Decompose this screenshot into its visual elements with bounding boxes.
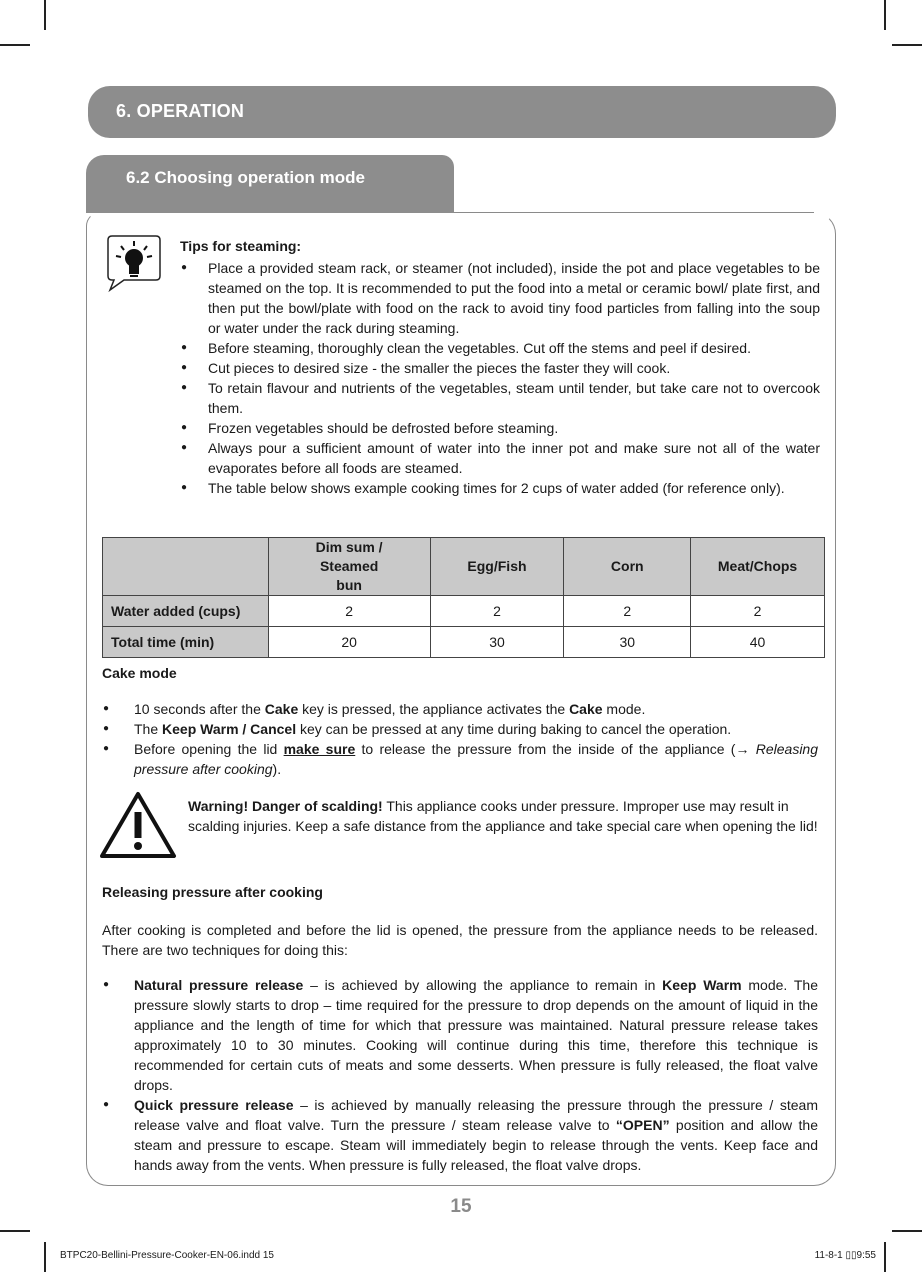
table-cell: 30 [564, 627, 691, 658]
table-header-cell: Egg/Fish [430, 538, 564, 596]
table-header-row [103, 538, 825, 596]
table-header-cell [103, 538, 269, 596]
emphasis-text: make sure [283, 741, 356, 757]
list-item: ● Before steaming, thoroughly clean the vegetables. Cut off the stems and peel if desired. [180, 338, 820, 358]
crop-mark [44, 0, 46, 30]
table-row-header: Water added (cups) [103, 596, 269, 627]
list-item: ● Always pour a sufficient amount of water into the inner pot and make sure not all of the water evaporates before all foods are steamed. [180, 438, 820, 478]
cross-reference: Releasing pressure after cooking [134, 741, 818, 777]
warning-icon [98, 790, 178, 860]
list-item: ● Quick pressure release – is achieved by manually releasing the pressure through the pressure / steam release valve and float valve. Turn the pressure / steam release valve to “OPEN” position and allow the steam and pressure to escape. Steam will immediately begin to release through the vents. Keep face and hands away from the vents. When pressure is fully released, the float valve drops. [102, 1095, 818, 1175]
warning-text: Warning! Danger of scalding! This appliance cooks under pressure. Improper use may result in scalding injuries. Keep a safe distance from the appliance and take special care when opening the lid! [188, 798, 818, 834]
table-row [103, 596, 825, 627]
table-header-cell: Dim sum / Steamed bun [268, 538, 430, 596]
table-cell: 30 [430, 627, 564, 658]
table-header-cell: Corn [564, 538, 691, 596]
frame-top-border [454, 212, 814, 213]
release-methods-list [102, 975, 818, 1175]
table-cell: 2 [691, 596, 825, 627]
list-item: ● The table below shows example cooking times for 2 cups of water added (for reference only). [180, 478, 820, 498]
footer-timestamp: 11-8-1 ▯▯9:55 [814, 1250, 876, 1261]
list-item: ● Before opening the lid make sure to release the pressure from the inside of the appliance (→ Releasing pressure after cooking). [102, 739, 818, 779]
section-title: 6. OPERATION [116, 101, 245, 121]
releasing-pressure-heading: Releasing pressure after cooking [102, 884, 323, 900]
crop-mark [0, 44, 30, 46]
table-cell: 20 [268, 627, 430, 658]
list-item: ● Frozen vegetables should be defrosted before steaming. [180, 418, 820, 438]
list-item: ● Place a provided steam rack, or steamer (not included), inside the pot and place vegetables to be steamed on the top. It is recommended to put the food into a metal or ceramic bowl/ plate first, and then put the bowl/plate with food on the rack to avoid tiny food particles from falling into the soup or water under the rack during steaming. [180, 258, 820, 338]
lightbulb-icon [104, 232, 164, 294]
crop-mark [892, 44, 922, 46]
page-number: 15 [450, 1196, 472, 1217]
subsection-title: 6.2 Choosing operation mode [126, 168, 365, 187]
cake-mode-heading: Cake mode [102, 665, 177, 681]
warning-label: Warning! Danger of scalding! [188, 798, 383, 814]
crop-mark [0, 1230, 30, 1232]
releasing-intro: After cooking is completed and before the lid is opened, the pressure from the appliance needs to be released. There are two techniques for doing this: [102, 922, 818, 958]
table-row [103, 627, 825, 658]
cooking-times-table [102, 537, 825, 658]
table-cell: 2 [268, 596, 430, 627]
cake-mode-list [102, 699, 818, 779]
table-cell: 2 [564, 596, 691, 627]
footer-file-info: BTPC20-Bellini-Pressure-Cooker-EN-06.indd 15 [60, 1250, 274, 1261]
list-item: ● 10 seconds after the Cake key is pressed, the appliance activates the Cake mode. [102, 699, 818, 719]
crop-mark [884, 0, 886, 30]
list-item: ● Cut pieces to desired size - the smaller the pieces the faster they will cook. [180, 358, 820, 378]
list-item: ● To retain flavour and nutrients of the vegetables, steam until tender, but take care not to overcook them. [180, 378, 820, 418]
list-item: ● The Keep Warm / Cancel key can be pressed at any time during baking to cancel the operation. [102, 719, 818, 739]
arrow-icon: → [735, 741, 750, 757]
table-cell: 40 [691, 627, 825, 658]
crop-mark [892, 1230, 922, 1232]
tips-title: Tips for steaming: [180, 238, 302, 254]
crop-mark [44, 1242, 46, 1272]
list-item: ● Natural pressure release – is achieved by allowing the appliance to remain in Keep Warm mode. The pressure slowly starts to drop – time required for the pressure to drop depends on the amount of liquid in the appliance and the length of time for which that pressure was maintained. Natural pressure release takes approximately 10 to 30 minutes. Cooking will continue during this time, therefore this technique is recommended for certain cuts of meats and some desserts. When pressure is fully released, the float valve drops. [102, 975, 818, 1095]
tips-list [180, 258, 820, 498]
table-cell: 2 [430, 596, 564, 627]
table-row-header: Total time (min) [103, 627, 269, 658]
table-header-cell: Meat/Chops [691, 538, 825, 596]
crop-mark [884, 1242, 886, 1272]
